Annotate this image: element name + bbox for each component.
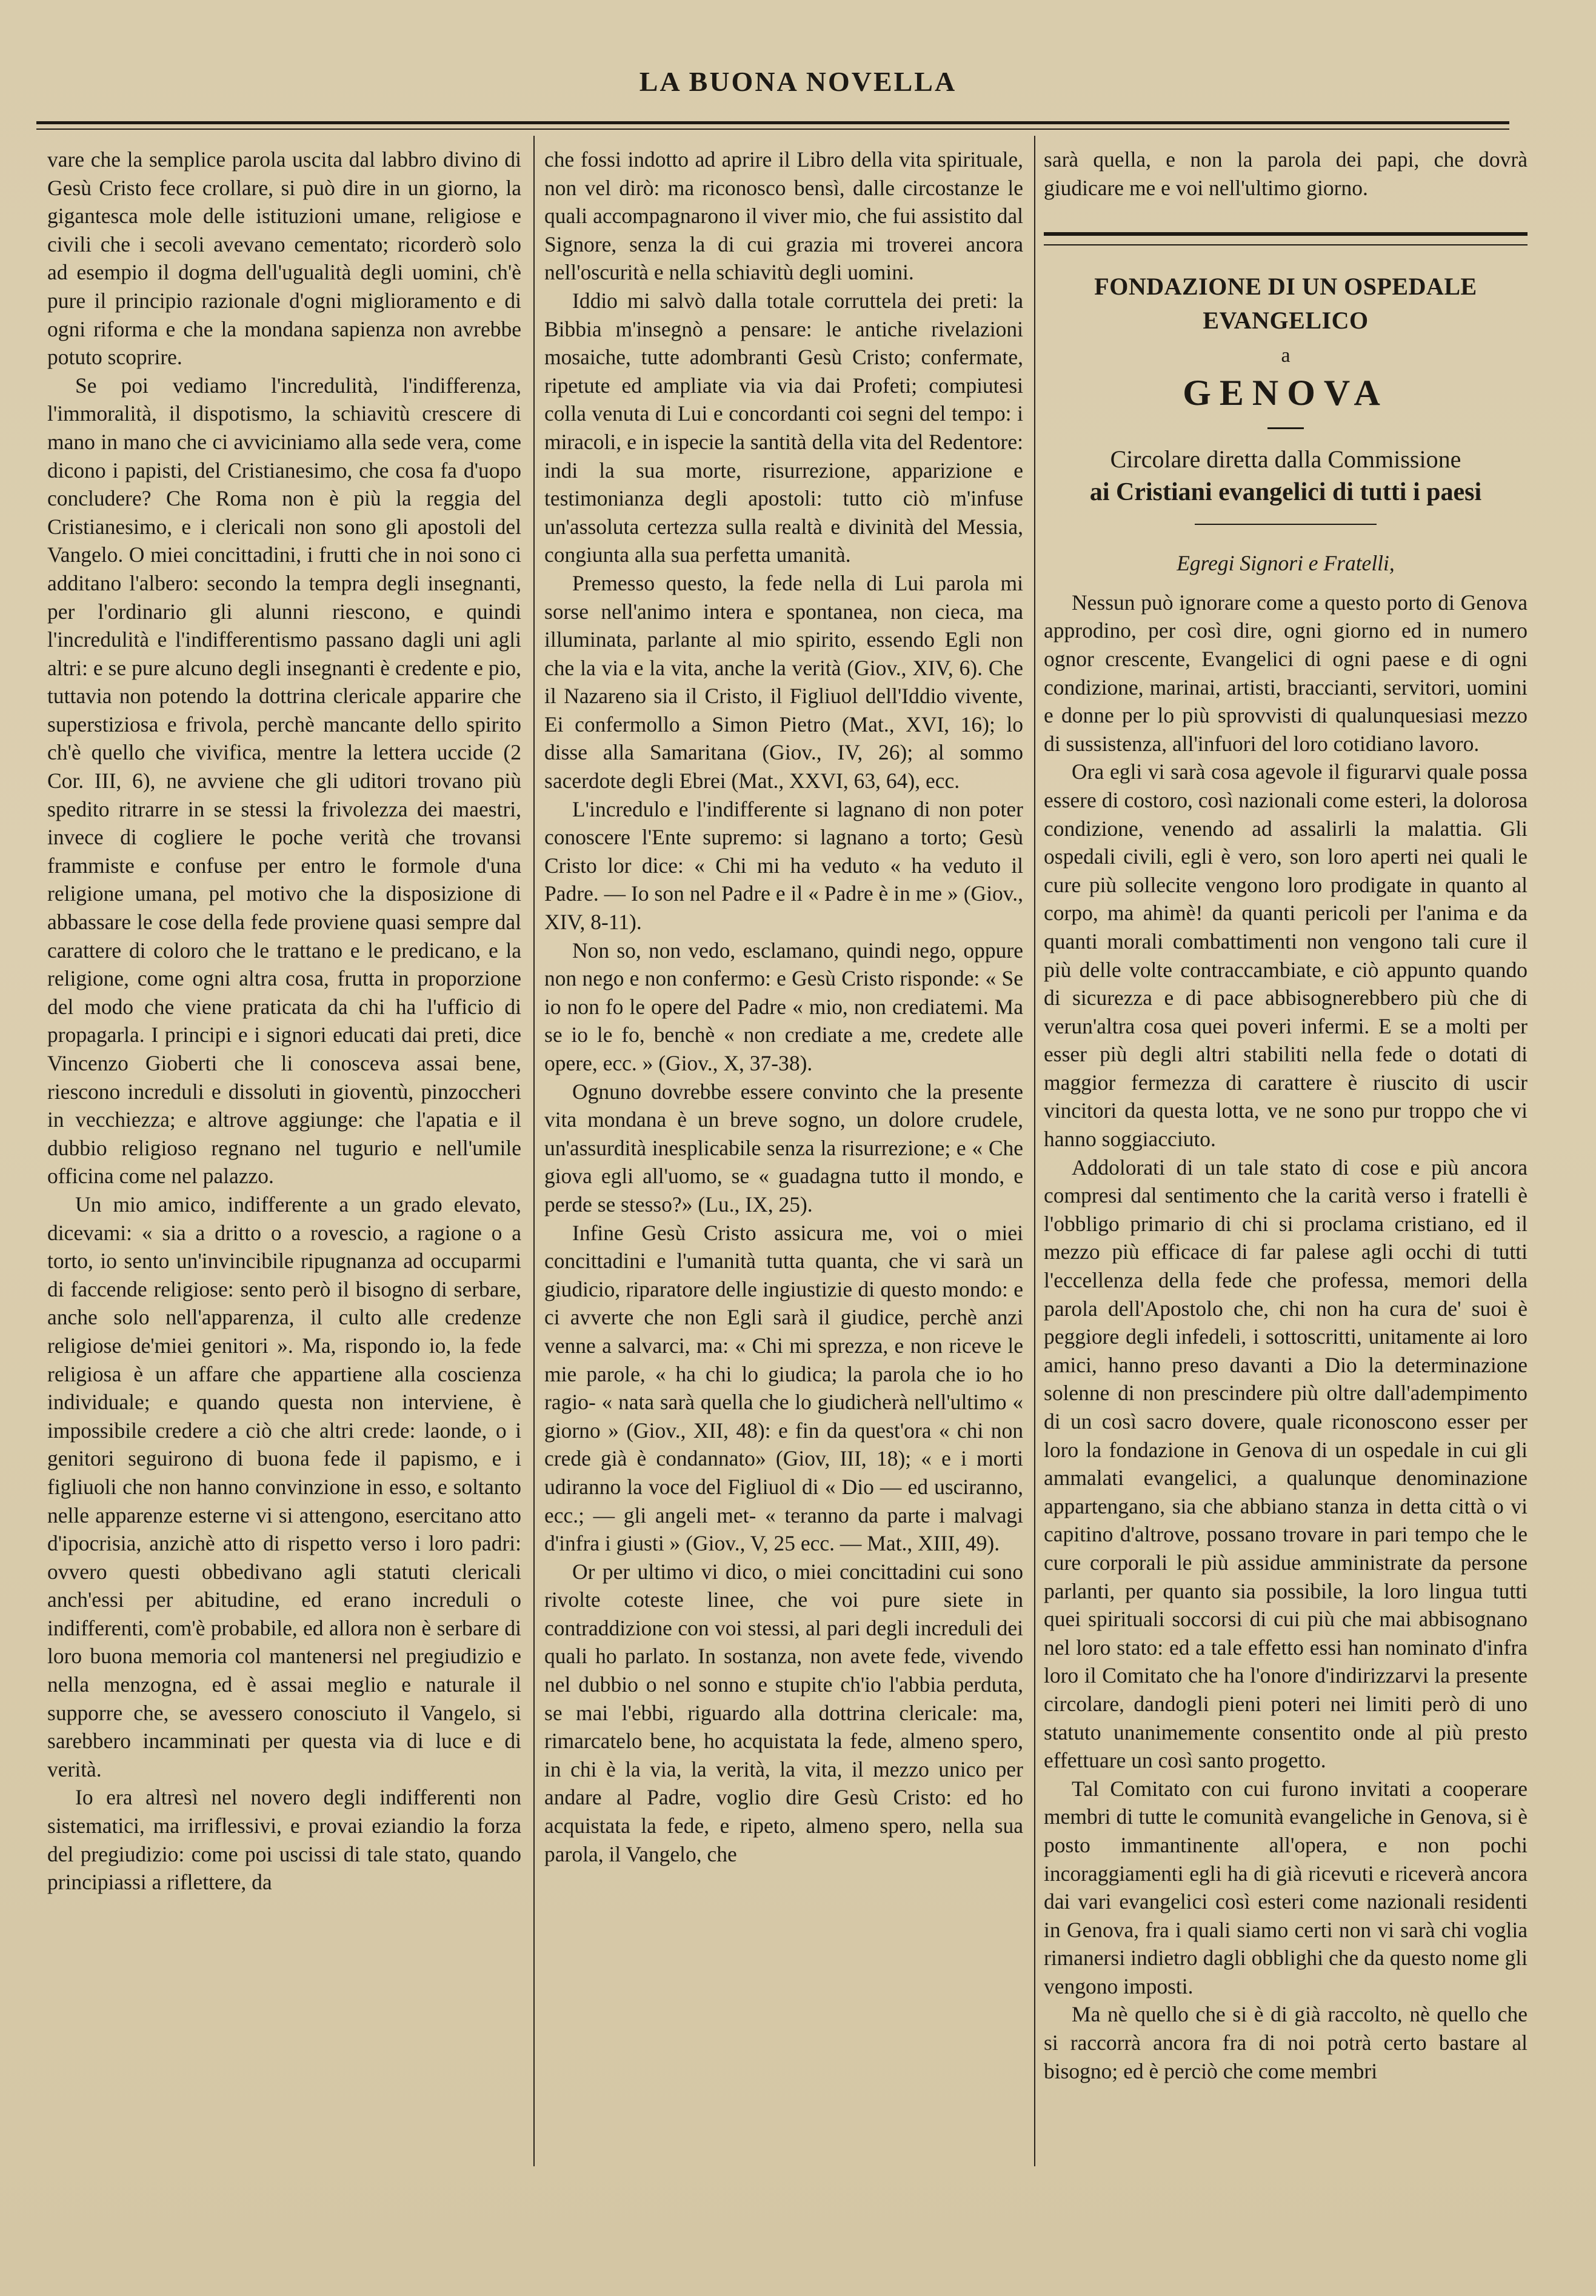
announcement-audience: ai Cristiani evangelici di tutti i paesi (1089, 478, 1482, 507)
paragraph: Ora egli vi sarà cosa agevole il figurarvi quale possa essere di costoro, così nazionali come esteri, la dolorosa condizione, venendo ad assalirli la malattia. Gli ospedali civili, egli è vero, son loro aperti nei quali le cure più sollecite vengono loro prodigate in quanto al corpo, ma ahimè! da quanti pericoli per l'anima e da quanti morali combattimenti non vengono tali cure il più delle volte contraccambiate, e ciò appunto quando di sicurezza e di pace abbisognerebbero più che di verun'altra cosa quei poveri infermi. E se a molti per esser più degli altri stabiliti nella fede o dotati di maggior fermezza di carattere è riuscito di uscir vincitori da questa lotta, ve ne sono pur troppo che vi hanno soggiacciuto. (1044, 759, 1528, 1152)
masthead-title: LA BUONA NOVELLA (639, 66, 957, 97)
ornament-dash (1267, 427, 1304, 429)
ornament-rule (1195, 524, 1377, 525)
paragraph: Ognuno dovrebbe essere convinto che la presente vita mondana è un breve sogno, un dolore crudele, un'assurdità inesplicabile senza la risurrezione; e « Che giova egli all'uomo, se « guadagna tutto il mondo, e perde se stesso?» (Lu., IX, 25). (544, 1079, 1023, 1216)
paragraph: Infine Gesù Cristo assicura me, voi o miei concittadini e l'umanità tutta quanta, che vi sarà un giudicio, riparatore delle ingiustizie di questo mondo: e ci avverte che non Egli sarà il giudice, perchè anzi venne a salvarci, ma: « Chi mi sprezza, e non riceve le mie parole, « ha chi lo giudica; la parola che io ho ragio- « nata sarà quella che lo giudicherà nell'ultimo « giorno » (Giov., XII, 48): e fin da quest'ora « chi non crede già è condannato» (Giov, III, 18); « e i morti udiranno la voce del Figliuol di « Dio — ed usciranno, ecc.; — gli angeli met- « teranno da parte i malvagi d'infra i giusti » (Giov., V, 25 ecc. — Mat., XIII, 49). (544, 1220, 1023, 1556)
announcement-city: GENOVA (1183, 373, 1389, 413)
paragraph: che fossi indotto ad aprire il Libro della vita spirituale, non vel dirò: ma riconosco bensì, dalle circostanze le quali accompagnarono il viver mio, che fui assistito dal Signore, senza la di cui grazia mi troverei ancora nell'oscurità e nella schiavitù degli uomini. (544, 147, 1023, 285)
paragraph: Un mio amico, indifferente a un grado elevato, dicevami: « sia a dritto o a rovescio, a ragione o a torto, io sento un'invincibile ripugnanza ad occuparmi di faccende religiose: sento però il bisogno di serbare, anche solo nell'apparenza, il culto alle credenze religiose de'miei genitori ». Ma, rispondo io, la fede religiosa è un affare che appartiene alla coscienza individuale; e quando questa non interviene, è impossibile credere a ciò che altri crede: laonde, o i genitori seguirono di buona fede il papismo, e i figliuoli che non hanno convinzione in esso, e soltanto nelle apparenze esterne vi si attengono, esercitano atto d'ipocrisia, anzichè atto di rispetto verso i loro padri: ovvero questi obbedivano agli statuti clericali anch'essi per abitudine, ed erano increduli o indifferenti, com'è probabile, ed allora non è serbare di loro buona memoria col mantenersi nel pregiudizio e nella menzogna, ed è assai meglio e naturale il supporre che, se avessero conosciuto il Vangelo, si sarebbero incamminati per questa via di luce e di verità. (47, 1192, 521, 1781)
announcement-header (1044, 270, 1528, 578)
paragraph: vare che la semplice parola uscita dal labbro divino di Gesù Cristo fece crollare, si può dire in un giorno, la gigantesca mole delle istituzioni umane, religiose e civili che i secoli avevano cementato; ricorderò solo ad esempio il dogma dell'ugualità degli uomini, ch'è pure il principio razionale d'ogni miglioramento e di ogni riforma e che la mondana sapienza non avrebbe potuto scoprire. (47, 147, 521, 370)
paragraph: Nessun può ignorare come a questo porto di Genova approdino, per così dire, ogni giorno ed in numero ognor crescente, Evangelici di ogni paese e di ogni condizione, marinai, artisti, braccianti, servitori, uomini e donne per lo più sprovvisti di qualunquesiasi mezzo di sussistenza, all'infuori del loro cotidiano lavoro. (1044, 590, 1528, 756)
column-1 (47, 145, 521, 2170)
paragraph: Se poi vediamo l'incredulità, l'indifferenza, l'immoralità, il dispotismo, la schiavitù crescere di mano in mano che ci avviciniamo alla sede vera, come dicono i papisti, del Cristianesimo, che cosa fa d'uopo concludere? Che Roma non è più la reggia del Cristianesimo, e i clericali non sono gli apostoli del Vangelo. O miei concittadini, i frutti che in noi sono ci additano l'albero: secondo la tempra degli insegnanti, per l'ordinario gli alunni riescono, e quindi l'incredulità e l'indifferentismo passano dagli uni agli altri: e se pure alcuno degli insegnanti è credente e pio, tuttavia non potendo la dottrina clericale apparire che superstiziosa e frivola, perchè mancante dello spirito ch'è quello che vivifica, mentre la lettera uccide (2 Cor. III, 6), ne avviene che gli uditori trovano più spedito ritrarre in se stessi la frivolezza dei maestri, invece di cogliere le poche verità che trovansi frammiste e confuse per entro le formole d'una religione umana, pel motivo che la disposizione di abbassare le cose della fede proviene quasi sempre dal carattere di coloro che le trattano e le predicano, e la religione, come ogni altra cosa, frutta in proporzione del modo che viene praticata da chi ha l'ufficio di propagarla. I principi e i signori educati dai preti, dice Vincenzo Gioberti che li conosceva assai bene, riescono increduli e dissoluti in gioventù, pinzoccheri in vecchiezza; e altrove aggiunge: che l'apatia e il dubbio religioso regnano nel tugurio e nell'umile officina come nel palazzo. (47, 373, 521, 1189)
paragraph: Io era altresì nel novero degli indifferenti non sistematici, ma irriflessivi, e provai eziandio la forza del pregiudizio: come poi uscissi di tale stato, quando principiassi a riflettere, da (47, 1785, 521, 1895)
paragraph: L'incredulo e l'indifferente si lagnano di non poter conoscere l'Ente supremo: si lagnano a torto; Gesù Cristo lor dice: « Chi mi ha veduto « ha veduto il Padre. — Io son nel Padre e il « Padre è in me » (Giov., XIV, 8-11). (544, 796, 1023, 935)
section-divider (1044, 232, 1528, 245)
paragraph: Tal Comitato con cui furono invitati a cooperare membri di tutte le comunità evangeliche in Genova, si è posto immantinente all'opera, e non pochi incoraggiamenti egli ha di già ricevuti e riceverà ancora dai vari evangelici così esteri come nazionali residenti in Genova, fra i quali siamo certi non vi sarà chi voglia rimanersi indietro dagli obblighi che da questo nome gli vengono imposti. (1044, 1776, 1528, 1998)
paragraph: Iddio mi salvò dalla totale corruttela dei preti: la Bibbia m'insegnò a pensare: le antiche rivelazioni mosaiche, tutte adombranti Gesù Cristo; confermate, ripetute ed ampliate via via dai Profeti; compiutesi colla venuta di Lui e concordanti coi segni del tempo: i miracoli, e in ispecie la santità della vita del Redentore: indi la sua morte, risurrezione, apparizione e testimonianza degli apostoli: tutto ciò m'infuse un'assoluta certezza sulla realtà e divinità del Messia, congiunta alla sua perfetta umanità. (544, 288, 1023, 567)
paragraph: Addolorati di un tale stato di cose e più ancora compresi dal sentimento che la carità verso i fratelli è l'obbligo primario di chi si proclama cristiano, ed il mezzo più efficace di far palese agli occhi di tutti l'eccellenza della fede che professa, memori della parola dell'Apostolo che, chi non ha cura de' suoi è peggiore degli infedeli, i sottoscritti, unitamente ai loro amici, hanno preso davanti a Dio la determinazione solenne di non prescindere più oltre dall'adempimento di un così sacro dovere, quale riconoscono esser per loro la fondazione in Genova di un ospedale in cui gli ammalati evangelici, a qualunque denominazione appartengano, sia che abbiano stanza in detta città o vi capitino d'altrove, possano trovare in pari tempo che le cure corporali le più assidue amministrate da persone parlanti, per quanto sia possibile, la loro lingua tutti quei spirituali soccorsi di cui più che mai abbisognano nel loro stato: ed a tale effetto essi han nominato d'infra loro il Comitato che ha l'onore d'indirizzarvi la presente circolare, dandogli pieni poteri nei limiti però di uno statuto unanimemente consentito onde al più presto effettuare un così santo progetto. (1044, 1155, 1528, 1773)
paragraph: Non so, non vedo, esclamano, quindi nego, oppure non nego e non confermo: e Gesù Cristo risponde: « Se io non fo le opere del Padre « mio, non crediatemi. Ma se io le fo, benchè « non crediate a me, credete alle opere, ecc. » (Giov., X, 37-38). (544, 938, 1023, 1075)
announcement-preposition: a (1281, 344, 1290, 367)
announcement-subtitle: Circolare diretta dalla Commissione (1110, 446, 1461, 473)
column-2 (544, 145, 1023, 2170)
announcement-title: FONDAZIONE DI UN OSPEDALE EVANGELICO (1094, 273, 1477, 335)
header-rule-thin (36, 128, 1509, 130)
column-divider-2 (1034, 136, 1035, 2166)
salutation: Egregi Signori e Fratelli, (1177, 551, 1395, 576)
column-divider-1 (533, 136, 535, 2166)
paragraph: sarà quella, e non la parola dei papi, che dovrà giudicare me e voi nell'ultimo giorno. (1044, 147, 1528, 200)
column-3 (1044, 145, 1528, 2170)
header-rule-thick (36, 121, 1509, 124)
paragraph: Premesso questo, la fede nella di Lui parola mi sorse nell'animo intera e spontanea, non cieca, ma illuminata, parlante al mio spirito, essendo Egli non che la via e la vita, anche la verità (Giov., XIV, 6). Che il Nazareno sia il Cristo, il Figliuol dell'Iddio vivente, Ei confermollo a Simon Pietro (Mat., XVI, 16); lo disse alla Samaritana (Giov., IV, 26); al sommo sacerdote degli Ebrei (Mat., XXVI, 63, 64), ecc. (544, 570, 1023, 793)
paragraph: Ma nè quello che si è di già raccolto, nè quello che si raccorrà ancora fra di noi potrà certo bastare al bisogno; ed è perciò che come membri (1044, 2002, 1528, 2083)
paragraph: Or per ultimo vi dico, o miei concittadini cui sono rivolte coteste linee, che voi pure siete in contraddizione con voi stessi, al pari degli increduli dei quali ho parlato. In sostanza, non avete fede, vivendo nel dubbio o nel sonno e stupite ch'io l'abbia perduta, se mai l'ebbi, riguardo alla dottrina clericale: ma, rimarcatelo bene, ho acquistata la fede, almeno spero, in chi è la via, la verità, la vita, il mezzo unico per andare al Padre, voglio dire Gesù Cristo: ed ho acquistata la fede, e ripeto, almeno spero, nella sua parola, il Vangelo, che (544, 1559, 1023, 1866)
